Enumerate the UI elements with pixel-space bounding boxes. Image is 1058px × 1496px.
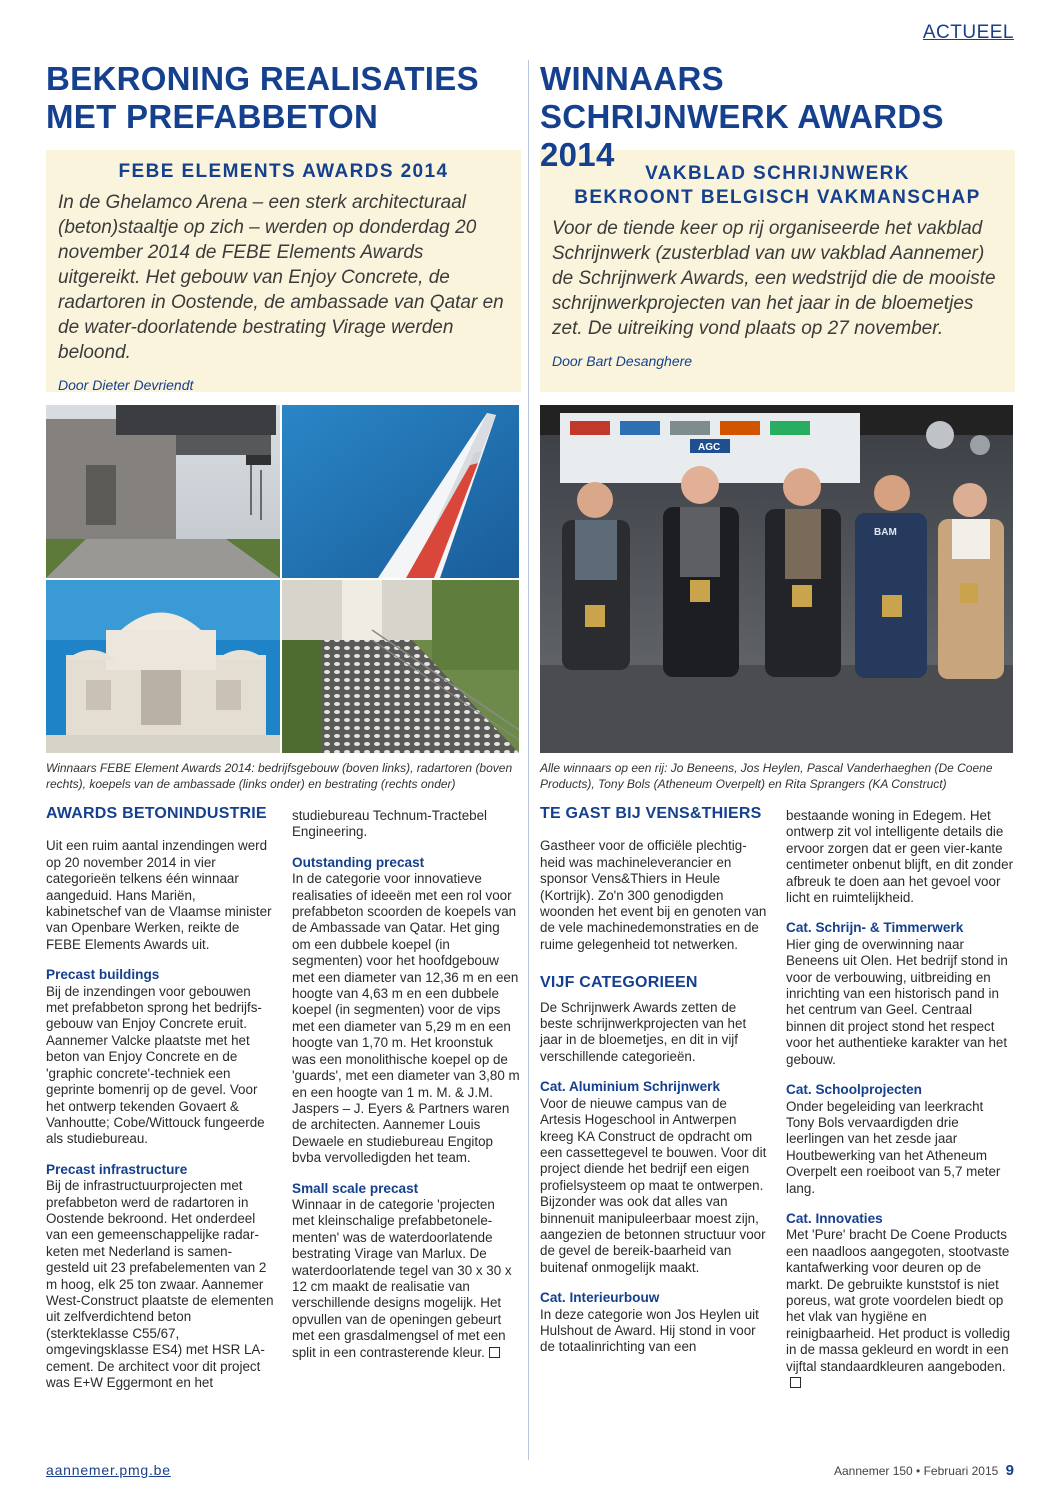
subheading-cat-schrijn-timmerwerk: Cat. Schrijn- & Timmerwerk bbox=[786, 920, 964, 936]
subheading-cat-innovaties: Cat. Innovaties bbox=[786, 1210, 883, 1226]
paragraph: studiebureau Technum-Tractebel Engineering. bbox=[292, 808, 488, 840]
right-headline-line2: SCHRIJNWERK AWARDS 2014 bbox=[540, 98, 944, 173]
left-headline-line1: BEKRONING REALISATIES bbox=[46, 60, 479, 97]
paragraph: Gastheer voor de officiële plechtig-heid was machineleverancier en sponsor Vens&Thiers in Heule (Kortrijk). Zo'n 300 genodigden woonden het event bij en genoten van de vele machinedemonstraties en de ruime gelegenheid tot netwerken. bbox=[540, 838, 767, 952]
left-byline: Door Dieter Devriendt bbox=[58, 377, 194, 393]
left-photo-grid bbox=[46, 405, 519, 753]
right-intro: Voor de tiende keer op rij organiseerde het vakblad Schrijnwerk (zusterblad van uw vakblad Aannemer) de Schrijnwerk Awards, een wedstrijd die de mooiste schrijnwerkprojecten van het jaar in de bloemetjes zet. De uitreiking vond plaats op 27 november. bbox=[552, 218, 996, 339]
left-body-column-1 bbox=[46, 806, 274, 1391]
paragraph-text: Met 'Pure' bracht De Coene Products een naadloos aangegoten, stootvaste kantafwerking voor deuren op de markt. De gebruikte kunststof is niet poreus, wat grote voordelen biedt op het vlak van hygiëne en reinigbaarheid. Het product is volledig in de massa gekleurd en wordt in een vijftal standaardkleuren aangeboden. bbox=[786, 1227, 1011, 1374]
subheading-precast-buildings: Precast buildings bbox=[46, 967, 160, 983]
right-lead-box bbox=[540, 150, 1015, 392]
subheading-cat-schoolprojecten: Cat. Schoolprojecten bbox=[786, 1082, 922, 1098]
photo-screen-logo-text: AGC bbox=[698, 442, 721, 453]
paragraph bbox=[786, 1227, 1014, 1391]
end-of-article-icon bbox=[790, 1377, 801, 1388]
right-article bbox=[540, 60, 1015, 392]
heading-te-gast-bij-vens-thiers: TE GAST BIJ VENS&THIERS bbox=[540, 805, 762, 822]
paragraph: Hier ging de overwinning naar Beneens uit Olen. Het bedrijf stond in voor de verbouwing, uitbreiding en inrichting van een historisch pand in het centrum van Geel. Centraal binnen dit project stond het respect voor het authentieke karakter van het gebouw. bbox=[786, 936, 1008, 1067]
subheading-cat-aluminium: Cat. Aluminium Schrijnwerk bbox=[540, 1079, 721, 1095]
right-kicker-line2: BEKROONT BELGISCH VAKMANSCHAP bbox=[574, 187, 981, 208]
photo-enjoy-concrete-building bbox=[46, 405, 280, 578]
subheading-small-scale-precast: Small scale precast bbox=[292, 1180, 419, 1196]
left-lead-box bbox=[46, 150, 521, 392]
right-headline-line1: WINNAARS bbox=[540, 60, 724, 97]
left-headline bbox=[46, 60, 521, 144]
right-body-column-1 bbox=[540, 806, 768, 1356]
footer-issue-text: Aannemer 150 • Februari 2015 bbox=[834, 1464, 999, 1478]
right-body-column-2 bbox=[786, 808, 1014, 1391]
paragraph: Voor de nieuwe campus van de Artesis Hogeschool in Antwerpen kreeg KA Construct de opdracht om een cassettegevel te bouwen. Voor dit project diende het bedrijf een eigen profielsysteem op maat te ontwerpen. Bijzonder was ook dat alles van binnenuit manipuleerbaar moest zijn, aangezien de betonnen structuur voor de gevel de bereik-baarheid van buitenaf onmogelijk maakt. bbox=[540, 1095, 767, 1275]
subheading-cat-interieurbouw: Cat. Interieurbouw bbox=[540, 1290, 660, 1306]
left-body-column-2 bbox=[292, 808, 520, 1361]
heading-awards-betonindustrie: AWARDS BETONINDUSTRIE bbox=[46, 805, 267, 822]
photo-virage-paving bbox=[282, 580, 519, 753]
right-headline bbox=[540, 60, 1015, 173]
left-article bbox=[46, 60, 521, 392]
footer-website-link[interactable]: aannemer.pmg.be bbox=[46, 1462, 171, 1478]
photo-radar-tower bbox=[282, 405, 519, 578]
right-kicker-line1: VAKBLAD SCHRIJNWERK bbox=[645, 163, 910, 184]
page-number: 9 bbox=[1005, 1462, 1014, 1479]
paragraph: De Schrijnwerk Awards zetten de beste schrijnwerkprojecten van het jaar in de bloemetjes, en dit in vijf verschillende categorieën. bbox=[540, 999, 747, 1064]
left-intro: In de Ghelamco Arena – een sterk architecturaal (beton)staaltje op zich – werden op donderdag 20 november 2014 de FEBE Elements Awards uitgereikt. Het gebouw van Enjoy Concrete, de radartoren in Oostende, de ambassade van Qatar en de water-doorlatende bestrating Virage werden beloond. bbox=[58, 192, 504, 363]
subheading-outstanding-precast: Outstanding precast bbox=[292, 854, 425, 870]
paragraph-text: Winnaar in de categorie 'projecten met kleinschalige prefabbetonele-menten' was de waterdoorlatende bestrating Virage van Marlux. De waterdoorlatende tegel van 30 x 30 x 12 cm maakt de realisatie van verschillende designs mogelijk. Het opvullen van de openingen gebeurt met een grasdalmengsel of met een split in een contrasterende kleur. bbox=[292, 1196, 512, 1360]
left-kicker: FEBE ELEMENTS AWARDS 2014 bbox=[118, 161, 449, 182]
column-divider bbox=[528, 60, 529, 1460]
paragraph: Bij de infrastructuurprojecten met prefabbeton werd de radartoren in Oostende bekroond. Het onderdeel van een gemeenschappelijke radar-keten met Nederland is samen-gesteld uit 23 prefabelementen van 2 m hoog, elk 25 ton zwaar. Aannemer West-Construct plaatste de elementen uit zelfverdichtend beton (sterkteklasse C55/67, omgevingsklasse ES4) met HSR LA- cement. De architect voor dit project was E+W Eggermont en het bbox=[46, 1178, 274, 1390]
section-tag[interactable]: ACTUEEL bbox=[922, 22, 1014, 43]
paragraph: Onder begeleiding van leerkracht Tony Bols vervaardigden drie leerlingen van het zesde jaar Houtbewerking van het Atheneum Overpelt een roeiboot van 5,7 meter lang. bbox=[786, 1098, 1001, 1196]
heading-vijf-categorieen: VIJF CATEGORIEEN bbox=[540, 974, 698, 992]
photo-shirt-text: BAM bbox=[874, 527, 897, 538]
paragraph bbox=[292, 1197, 520, 1361]
end-of-article-icon bbox=[489, 1347, 500, 1358]
right-byline: Door Bart Desanghere bbox=[552, 353, 693, 369]
photo-qatar-embassy-domes bbox=[46, 580, 280, 753]
paragraph: In de categorie voor innovatieve realisaties of ideeën met een rol voor prefabbeton scoorden de koepels van de Ambassade van Qatar. Het ging om een dubbele koepel (in segmenten) voor het hoofdgebouw met een diameter van 12,36 m en een hoogte van 4,63 m en een dubbele koepel (in segmenten) voor de vips met een diameter van 5,29 m en een hoogte van 1,70 m. Het kroonstuk was een monolithische koepel op de 'guards', met een diameter van 3,80 m en een hoogte van 1 m. M. & J.M. Jaspers – J. Eyers & Partners waren de architecten. Aannemer Louis Dewaele en studiebureau Engitop bvba vervolledigden het team. bbox=[292, 871, 520, 1166]
paragraph: Bij de inzendingen voor gebouwen met prefabbeton sprong het bedrijfs-gebouw van Enjoy Concrete eruit. Aannemer Valcke plaatste met het beton van Enjoy Concrete en de 'graphic concrete'-techniek een geprinte bomenrij op de gevel. Voor het ontwerp tekenden Govaert & Vanhoutte; Cobe/Wittouck fungeerde als studiebureau. bbox=[46, 983, 265, 1147]
paragraph: Uit een ruim aantal inzendingen werd op 20 november 2014 in vier categorieën telkens één winnaar aangeduid. Hans Mariën, kabinetschef van de Vlaamse minister van Openbare Werken, reikte de FEBE Elements Awards uit. bbox=[46, 838, 272, 952]
left-headline-line2: MET PREFABBETON bbox=[46, 98, 379, 135]
paragraph: bestaande woning in Edegem. Het ontwerp zit vol intelligente details die ervoor zorgen dat er geen vier-kante centimeter onbenut blijft, en dit zonder afbreuk te doen aan het gevoel voor licht en ruimtelijkheid. bbox=[786, 808, 1014, 906]
right-photo-caption: Alle winnaars op een rij: Jo Beneens, Jos Heylen, Pascal Vanderhaeghen (De Coene Products), Tony Bols (Atheneum Overpelt) en Rita Sprangers (KA Construct) bbox=[540, 761, 993, 791]
left-photo-caption: Winnaars FEBE Element Awards 2014: bedrijfsgebouw (boven links), radartoren (boven rechts), koepels van de ambassade (links onder) en bestrating (rechts onder) bbox=[46, 761, 513, 791]
paragraph: In deze categorie won Jos Heylen uit Hulshout de Award. Hij stond in voor de totaalinrichting van een bbox=[540, 1306, 759, 1355]
subheading-precast-infrastructure: Precast infrastructure bbox=[46, 1161, 188, 1177]
photo-award-winners-group bbox=[540, 405, 1013, 753]
footer-issue-info bbox=[834, 1462, 1014, 1479]
